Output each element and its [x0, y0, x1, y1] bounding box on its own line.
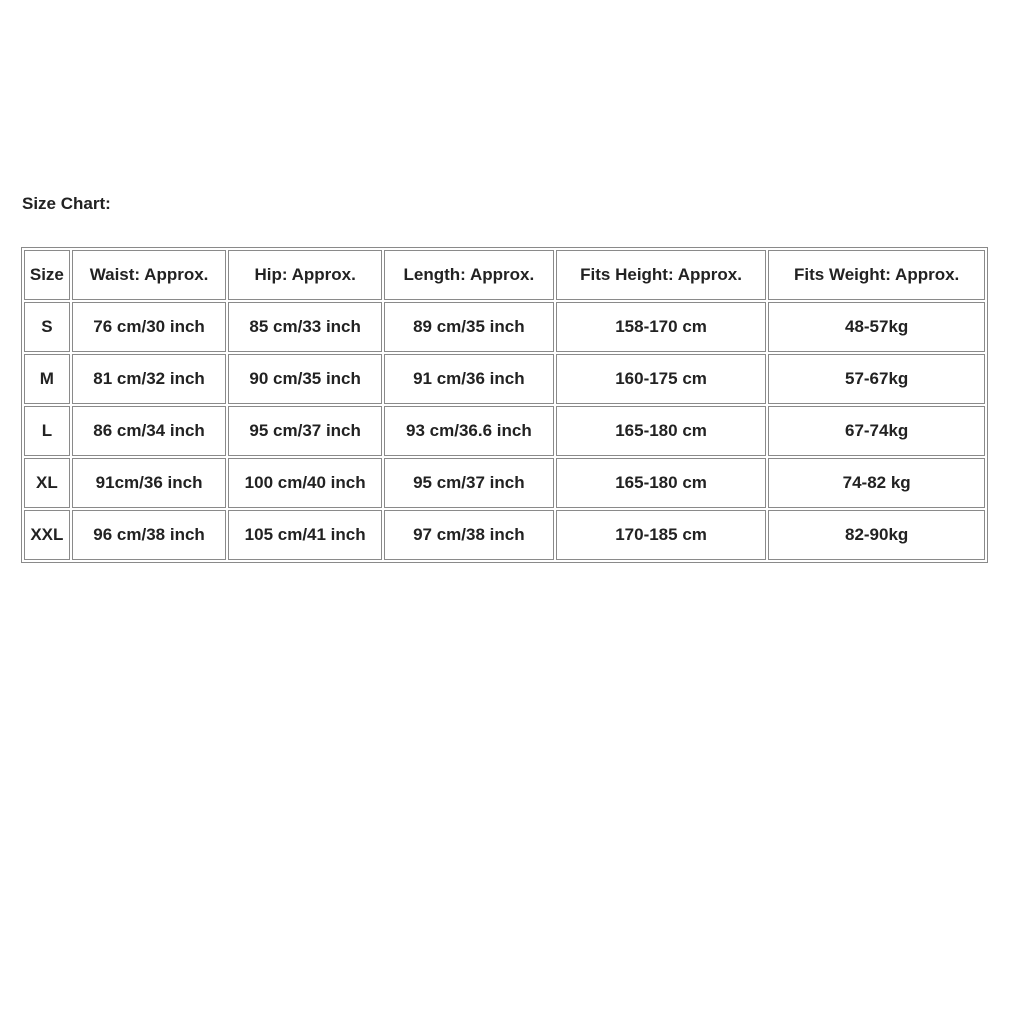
cell-hip: 85 cm/33 inch [228, 302, 382, 352]
cell-size: XL [24, 458, 70, 508]
cell-fits-weight: 48-57kg [768, 302, 985, 352]
cell-fits-height: 160-175 cm [556, 354, 767, 404]
cell-fits-height: 165-180 cm [556, 458, 767, 508]
cell-hip: 90 cm/35 inch [228, 354, 382, 404]
cell-waist: 96 cm/38 inch [72, 510, 227, 560]
cell-fits-weight: 67-74kg [768, 406, 985, 456]
cell-waist: 91cm/36 inch [72, 458, 227, 508]
cell-fits-weight: 82-90kg [768, 510, 985, 560]
cell-hip: 95 cm/37 inch [228, 406, 382, 456]
size-chart-title: Size Chart: [22, 194, 111, 213]
table-row [24, 458, 985, 508]
cell-fits-height: 158-170 cm [556, 302, 767, 352]
cell-fits-height: 170-185 cm [556, 510, 767, 560]
header-size: Size [24, 250, 70, 300]
table-row [24, 406, 985, 456]
cell-waist: 76 cm/30 inch [72, 302, 227, 352]
cell-length: 91 cm/36 inch [384, 354, 554, 404]
table-row [24, 302, 985, 352]
header-fits-weight: Fits Weight: Approx. [768, 250, 985, 300]
cell-length: 95 cm/37 inch [384, 458, 554, 508]
cell-size: M [24, 354, 70, 404]
cell-waist: 81 cm/32 inch [72, 354, 227, 404]
table-row [24, 354, 985, 404]
cell-size: L [24, 406, 70, 456]
cell-length: 89 cm/35 inch [384, 302, 554, 352]
header-hip: Hip: Approx. [228, 250, 382, 300]
header-waist: Waist: Approx. [72, 250, 227, 300]
table-header-row [24, 250, 985, 300]
cell-waist: 86 cm/34 inch [72, 406, 227, 456]
size-chart-table [21, 247, 988, 563]
header-fits-height: Fits Height: Approx. [556, 250, 767, 300]
cell-fits-weight: 74-82 kg [768, 458, 985, 508]
cell-hip: 100 cm/40 inch [228, 458, 382, 508]
cell-size: XXL [24, 510, 70, 560]
table-row [24, 510, 985, 560]
cell-hip: 105 cm/41 inch [228, 510, 382, 560]
cell-fits-height: 165-180 cm [556, 406, 767, 456]
header-length: Length: Approx. [384, 250, 554, 300]
cell-size: S [24, 302, 70, 352]
cell-length: 93 cm/36.6 inch [384, 406, 554, 456]
cell-fits-weight: 57-67kg [768, 354, 985, 404]
cell-length: 97 cm/38 inch [384, 510, 554, 560]
